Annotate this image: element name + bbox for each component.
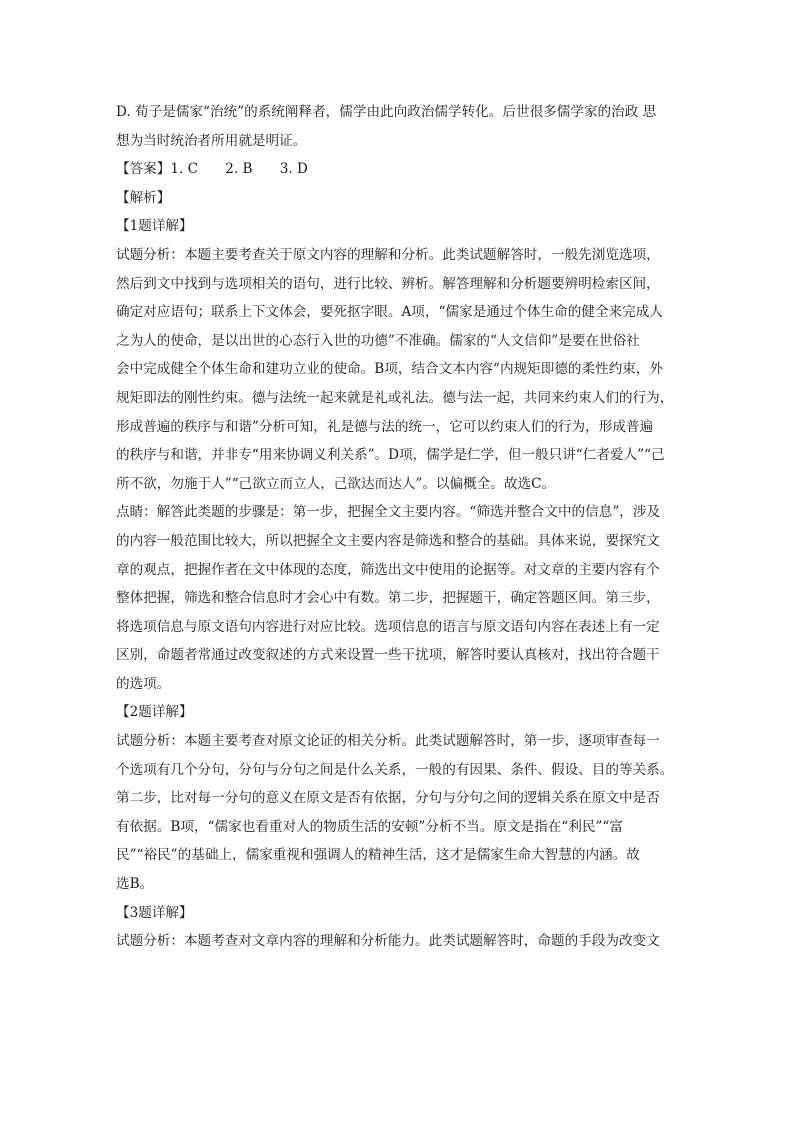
text-line-21: 的选项。 [116,675,171,692]
text-line-6: 试题分析：本题主要考查关于原文内容的理解和分析。此类试题解答时，一般先浏览选项， [116,246,660,263]
question-2-heading: 【2题详解】 [116,704,193,721]
text-line-30: 试题分析：本题考查对文章内容的理解和分析能力。此类试题解答时，命题的手段为改变文 [116,933,660,950]
text-line-24: 个选项有几个分句，分句与分句之间是什么关系，一般的有因果、条件、假设、目的等关系。 [116,761,674,778]
text-line-2: 想为当时统治者所用就是明证。 [116,132,307,149]
text-line-28: 选B。 [116,876,154,893]
text-line-9: 之为人的使命，是以出世的心态行入世的功德”不准确。儒家的“人文信仰”是要在世俗社 [116,332,640,349]
text-line-8: 确定对应语句；联系上下文体会，要死抠字眼。A项，“儒家是通过个体生命的健全来完成人 [116,304,663,321]
text-line-18: 整体把握，筛选和整合信息时才会心中有数。第二步，把握题干，确定答题区间。第三步， [116,590,660,607]
text-line-25: 第二步，比对每一分句的意义在原文是否有依据，分句与分句之间的逻辑关系在原文中是否 [116,790,660,807]
analysis-heading: 【解析】 [116,189,171,206]
question-3-heading: 【3题详解】 [116,904,193,921]
text-line-17: 章的观点，把握作者在文中体现的态度，筛选出文中使用的论据等。对文章的主要内容有个 [116,561,660,578]
text-line-23: 试题分析：本题主要考查对原文论证的相关分析。此类试题解答时，第一步，逐项审查每一 [116,733,660,750]
text-line-1: D. 荀子是儒家“治统”的系统阐释者，儒学由此向政治儒学转化。后世很多儒学家的治政 思 [116,104,657,120]
document-body [116,98,682,956]
text-line-26: 有依据。B项，“儒家也看重对人的物质生活的安顿”分析不当。原文是指在“利民”“富 [116,818,623,835]
text-line-19: 将选项信息与原文语句内容进行对应比较。选项信息的语言与原文语句内容在表述上有一定 [116,618,660,635]
text-line-14: 所不欲，勿施于人”“己欲立而立人，己欲达而达人”。以偏概全。故选C。 [116,475,556,492]
text-line-16: 的内容一般范围比较大，所以把握全文主要内容是筛选和整合的基础。具体来说，要探究文 [116,532,660,549]
text-line-7: 然后到文中找到与选项相关的语句，进行比较、辨析。解答理解和分析题要辨明检索区间， [116,275,660,292]
text-line-12: 形成普遍的秩序与和谐”分析可知，礼是德与法的统一，它可以约束人们的行为，形成普遍 [116,418,654,435]
text-line-20: 区别，命题者常通过改变叙述的方式来设置一些干扰项，解答时要认真核对，找出符合题干 [116,647,660,664]
text-line-15: 点睛：解答此类题的步骤是：第一步，把握全文主要内容。“筛选并整合文中的信息”，涉及 [116,504,661,521]
text-line-13: 的秩序与和谐，并非专“用来协调义利关系”。D项，儒学是仁学，但一般只讲“仁者爱人”“己 [116,447,665,464]
answer-line: 【答案】1. C 2. B 3. D [116,161,308,178]
text-line-10: 会中完成健全个体生命和建功立业的使命。B项，结合文本内容“内规矩即德的柔性约束，外 [116,361,664,378]
text-line-11: 规矩即法的刚性约束。德与法统一起来就是礼或礼法。德与法一起，共同来约束人们的行为， [116,389,674,406]
question-1-heading: 【1题详解】 [116,218,193,235]
text-line-27: 民”“裕民”的基础上，儒家重视和强调人的精神生活，这才是儒家生命大智慧的内涵。故 [116,847,640,864]
